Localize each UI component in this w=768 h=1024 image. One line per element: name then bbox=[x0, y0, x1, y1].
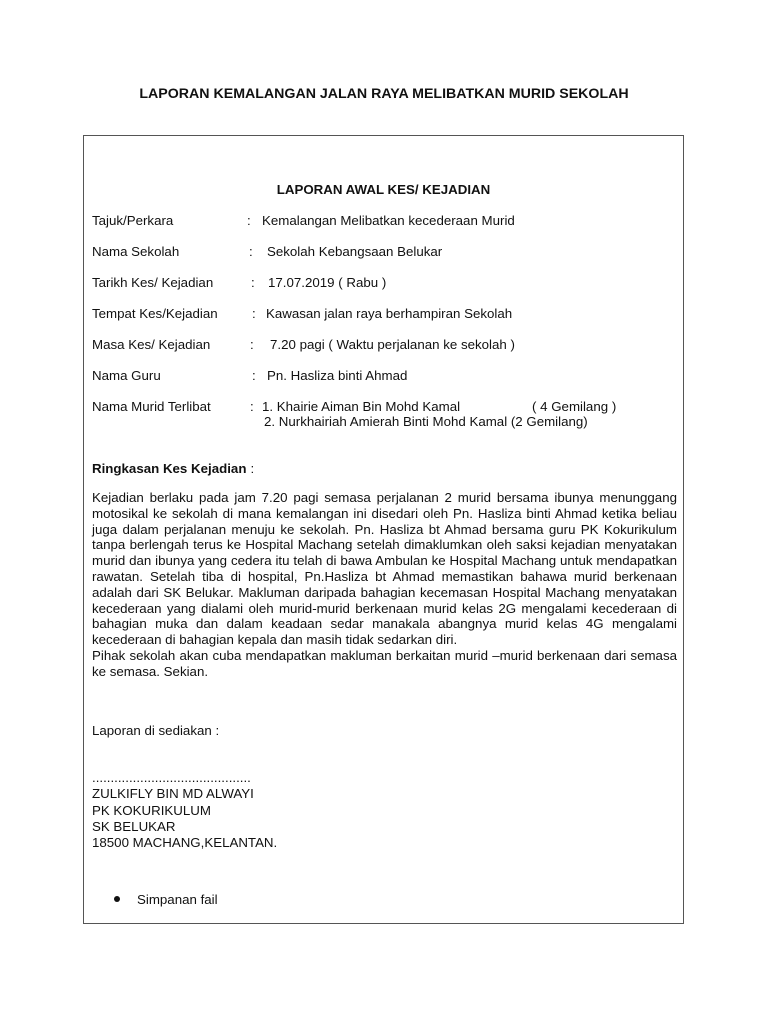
field-colon: : bbox=[250, 337, 254, 352]
summary-heading bbox=[92, 461, 254, 476]
bullet-text: Simpanan fail bbox=[137, 892, 218, 907]
report-frame bbox=[83, 135, 684, 924]
field-label: Tempat Kes/Kejadian bbox=[92, 306, 218, 321]
document-title: LAPORAN KEMALANGAN JALAN RAYA MELIBATKAN MURID SEKOLAH bbox=[139, 86, 629, 102]
summary-paragraph: Kejadian berlaku pada jam 7.20 pagi semasa perjalanan 2 murid bersama ibunya menunggang motosikal ke sekolah di mana kemalangan ini disedari oleh Pn. Hasliza binti Ahmad ketika beliau juga dalam perjalanan menuju ke sekolah. Pn. Hasliza bt Ahmad bersama guru PK Kokurikulum tanpa berlengah terus ke Hospital Machang setelah dimaklumkan oleh saksi kejadian menyatakan murid dan ibunya yang cedera itu telah di bawa Ambulan ke Hospital Machang untuk mendapatkan rawatan. Setelah tiba di hospital, Pn.Hasliza bt Ahmad memastikan bahawa murid berkenaan adalah dari SK Belukar. Makluman daripada bahagian kecemasan Hospital Machang menyatakan kecederaan yang dialami oleh murid-murid berkenaan murid kelas 2G mengalami kecederaan di bahagian muka dan dalam keadaan sedar manakala abangnya murid kelas 4G mengalami kecederaan di bahagian kepala dan masih tidak sedarkan diri. bbox=[92, 490, 677, 648]
field-value: Sekolah Kebangsaan Belukar bbox=[267, 244, 443, 259]
field-colon: : bbox=[252, 368, 256, 383]
signature-block bbox=[92, 770, 277, 851]
bullet-item bbox=[114, 892, 218, 907]
bullet-icon bbox=[114, 896, 120, 902]
field-value-class: ( 4 Gemilang ) bbox=[532, 399, 617, 414]
field-colon: : bbox=[251, 275, 255, 290]
signature-line: ........................................... bbox=[92, 770, 251, 785]
field-value: 7.20 pagi ( Waktu perjalanan ke sekolah ) bbox=[270, 337, 515, 352]
field-colon: : bbox=[252, 306, 256, 321]
summary-paragraph: Pihak sekolah akan cuba mendapatkan makluman berkaitan murid –murid berkenaan dari semasa ke semasa. Sekian. bbox=[92, 647, 677, 679]
field-value: 17.07.2019 ( Rabu ) bbox=[268, 275, 387, 290]
field-label: Nama Sekolah bbox=[92, 244, 180, 259]
field-colon: : bbox=[250, 399, 254, 414]
field-value-second: 2. Nurkhairiah Amierah Binti Mohd Kamal (2 Gemilang) bbox=[264, 414, 588, 429]
signatory-name: ZULKIFLY BIN MD ALWAYI bbox=[92, 786, 254, 802]
summary-heading-colon: : bbox=[250, 461, 255, 476]
field-value: Kemalangan Melibatkan kecederaan Murid bbox=[262, 213, 515, 228]
field-label: Tajuk/Perkara bbox=[92, 213, 174, 228]
field-value: Kawasan jalan raya berhampiran Sekolah bbox=[266, 306, 513, 321]
signatory-position: PK KOKURIKULUM bbox=[92, 802, 211, 818]
field-colon: : bbox=[249, 244, 253, 259]
field-label: Nama Murid Terlibat bbox=[92, 399, 211, 414]
field-colon: : bbox=[247, 213, 251, 228]
report-subtitle: LAPORAN AWAL KES/ KEJADIAN bbox=[276, 182, 491, 197]
field-label: Masa Kes/ Kejadian bbox=[92, 337, 211, 352]
field-value: Pn. Hasliza binti Ahmad bbox=[267, 368, 408, 383]
signatory-school: SK BELUKAR bbox=[92, 818, 176, 834]
field-label: Nama Guru bbox=[92, 368, 161, 383]
signatory-address: 18500 MACHANG,KELANTAN. bbox=[92, 835, 278, 851]
field-label: Tarikh Kes/ Kejadian bbox=[92, 275, 214, 290]
prepared-by-label: Laporan di sediakan : bbox=[92, 723, 220, 738]
summary-heading-text: Ringkasan Kes Kejadian bbox=[92, 461, 247, 476]
field-value: 1. Khairie Aiman Bin Mohd Kamal bbox=[262, 399, 461, 414]
summary-body bbox=[92, 490, 677, 680]
